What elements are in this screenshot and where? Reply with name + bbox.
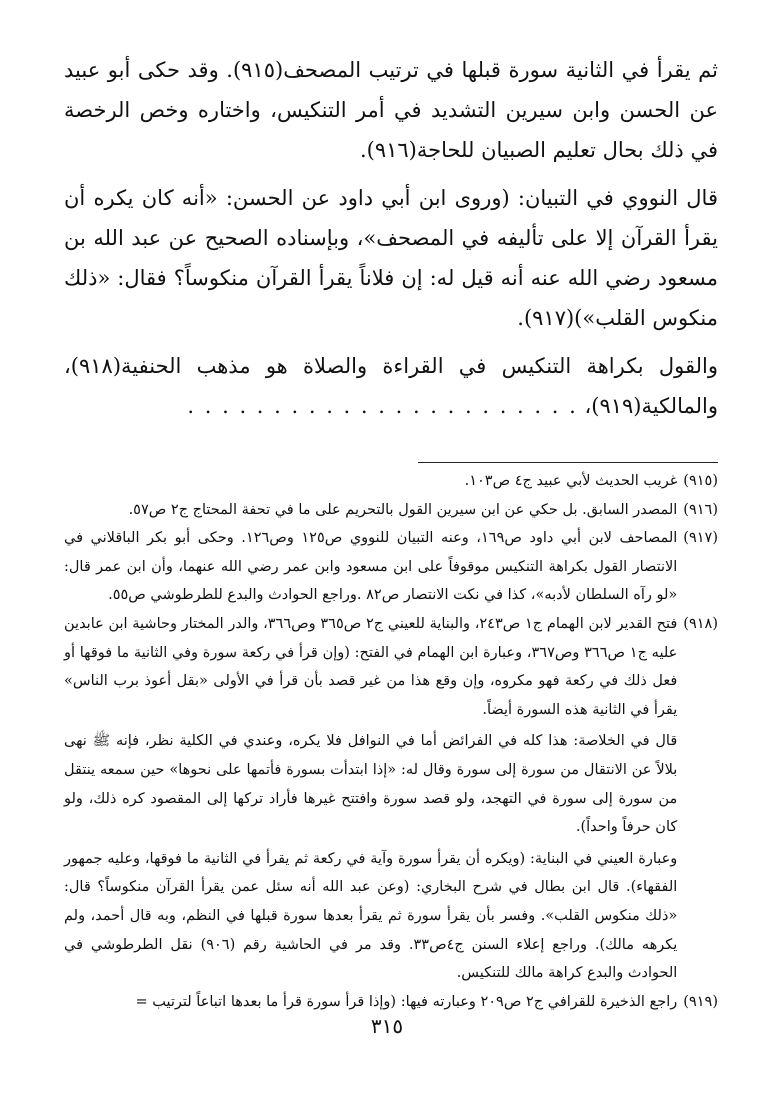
footnote-number: (٩١٩): [683, 993, 718, 1010]
continuation-dots: . . . . . . . . . . . . . . . . . . . . . . .: [187, 394, 578, 418]
footnote-text: راجع الذخيرة للقرافي ج٢ ص٢٠٩ وعبارته فيها: (وإذا قرأ سورة قرأ ما بعدها اتباعاً لترتيب =: [135, 993, 678, 1010]
main-paragraph-3-text: والقول بكراهة التنكيس في القراءة والصلاة هو مذهب الحنفية(٩١٨)، والمالكية(٩١٩)،: [64, 354, 718, 418]
footnote-number: (٩١٧): [683, 530, 718, 547]
footnote-separator: [418, 462, 718, 463]
footnote-text: غريب الحديث لأبي عبيد ج٤ ص١٠٣.: [464, 473, 678, 489]
main-paragraph-1: ثم يقرأ في الثانية سورة قبلها في ترتيب المصحف(٩١٥). وقد حكى أبو عبيد عن الحسن وابن سيرين التشديد في أمر التنكيس، واختاره وخص الرخصة في ذلك بحال تعليم الصبيان للحاجة(٩١٦).: [64, 58, 718, 162]
footnote-text: المصاحف لابن أبي داود ص١٦٩، وعنه التبيان للنووي ص١٢٥ وص١٢٦. وحكى أبو بكر الباقلاني في الانتصار القول بكراهة التنكيس موقوفاً على ابن مسعود وابن عمر رضي الله عنهما، وأن ابن عمر قال: «لو رآه السلطان لأدبه»، كذا في نكت الانتصار ص٨٢ .وراجع الحوادث والبدع للطرطوشي ص٥٥.: [64, 530, 678, 604]
main-paragraph-2: قال النووي في التبيان: (وروى ابن أبي داود عن الحسن: «أنه كان يكره أن يقرأ القرآن إلا على تأليفه في المصحف»، وبإسناده الصحيح عن عبد الله بن مسعود رضي الله عنه أنه قيل له: إن فلاناً يقرأ القرآن منكوساً؟ فقال: «ذلك منكوس القلب»)(٩١٧).: [64, 186, 718, 330]
footnote-text: قال في الخلاصة: هذا كله في الفرائض أما في النوافل فلا يكره، وعندي في الكلية نظر، فإنه ﷺ نهى بلالاً عن الانتقال من سورة إلى سورة وقال له: «إذا ابتدأت بسورة فأتمها على نحوها» حين سمعه ينتقل من سورة إلى سورة في التهجد، ولو قصد سورة وافتتح غيرها فأراد تركها إلى المقصود كره ذلك، ولو كان حرفاً واحداً).: [64, 733, 678, 836]
footnotes: [64, 467, 718, 1016]
footnote-text: وعبارة العيني في البناية: (ويكره أن يقرأ سورة وآية في ركعة ثم يقرأ في الثانية ما فوقها، وعليه جمهور الفقهاء). قال ابن بطال في شرح البخاري: (وعن عبد الله أنه سئل عمن يقرأ القرآن منكوساً؟ قال: «ذلك منكوس القلب». وفسر بأن يقرأ سورة ثم يقرأ بعدها سورة قبلها في النظم، وبه قال أحمد، ولم يكرهه مالك). وراجع إعلاء السنن ج٤ص٣٣. وقد مر في الحاشية رقم (٩٠٦) نقل الطرطوشي في الحوادث والبدع كراهة مالك للتنكيس.: [64, 850, 678, 982]
footnote-body: [64, 524, 677, 610]
page-number: ٣١٥: [370, 1014, 404, 1038]
footnote-number: (٩١٥): [683, 473, 718, 489]
footnote-body: [64, 467, 677, 496]
footnote-body: [64, 610, 677, 988]
footnote-916: [64, 496, 718, 525]
footnote-text: فتح القدير لابن الهمام ج١ ص٢٤٣، والبناية للعيني ج٢ ص٣٦٥ وص٣٦٦، والدر المختار وحاشية ابن عابدين عليه ج١ ص٣٦٦ وص٣٦٧، وعبارة ابن الهمام في الفتح: (وإن قرأ في ركعة سورة وفي الثانية ما فوقها أو فعل ذلك في ركعة فهو مكروه، وإن وقع هذا من غير قصد بأن قرأ في الأولى «بقل أعوذ برب الناس» يقرأ في الثانية هذه السورة أيضاً.: [64, 615, 678, 718]
footnote-918: [64, 610, 718, 988]
footnote-body: [64, 496, 677, 525]
footnote-915: [64, 467, 718, 496]
main-text: [64, 50, 718, 426]
main-paragraph-3: [64, 346, 718, 426]
footnote-919: [64, 988, 718, 1017]
footnote-number: (٩١٦): [683, 501, 718, 518]
footnote-number: (٩١٨): [683, 615, 718, 632]
footnote-body: [64, 988, 677, 1017]
footnote-text: المصدر السابق. بل حكي عن ابن سيرين القول بالتحريم على ما في تحفة المحتاج ج٢ ص٥٧.: [128, 501, 678, 518]
footnote-917: [64, 524, 718, 610]
